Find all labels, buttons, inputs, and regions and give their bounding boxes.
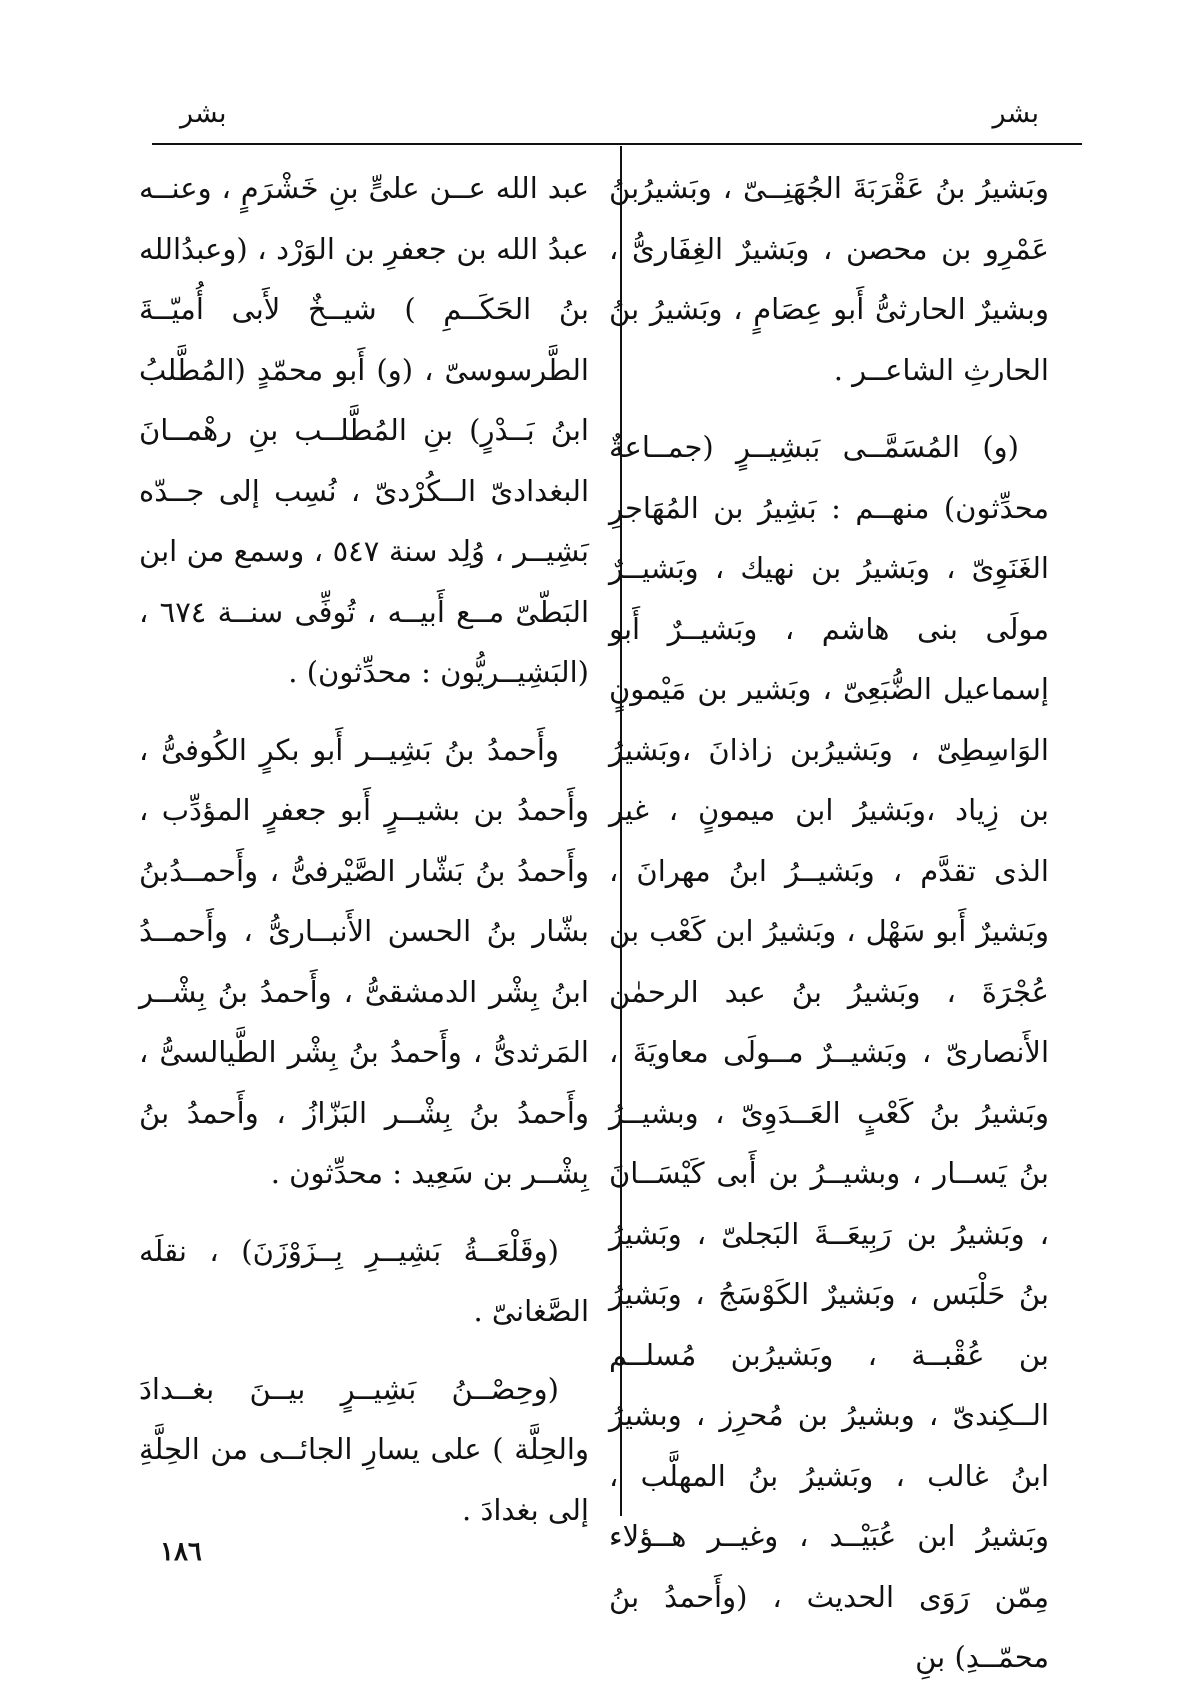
running-head-right: بشر — [992, 98, 1039, 129]
right-column — [609, 158, 1049, 1705]
paragraph: (وقَلْعَــةُ بَشِيــرِ بِــزَوْزَنَ) ، نقلَه الصَّغانىّ . — [139, 1233, 589, 1328]
left-column — [139, 158, 589, 1557]
paragraph: (و) المُسَمَّــى بَبشِيــرٍ (جمــاعةٌ محدِّثون) منهــم : بَشِيرُ بن المُهَاجرِ الغَنَوِىّ ، وبَشيرُ بن نهيك ، وبَشيــرٌ مولَى بنى هاشم ، وبَشيــرٌ أَبو إسماعيل الضُّبَعِىّ ، وبَشير بن مَيْمونٍ الوَاسِطِىّ ، وبَشيرُبن زاذانَ ،وبَشيرُ بن زِياد ،وبَشيرُ ابن ميمونٍ ، غير الذى تقدَّم ، وبَشيــرُ ابنُ مهرانَ ، وبَشيرٌ أَبو سَهْل ، وبَشيرُ ابن كَعْب بن عُجْرَةَ ، وبَشيرُ بنُ عبد الرحمٰن الأَنصارىّ ، وبَشيــرٌ مــولَى معاويَةَ ، وبَشيرُ بنُ كَعْبٍ العَــدَوِىّ ، وبشيــرُ بنُ يَســار ، وبشيــرُ بن أَبى كَيْسَــانَ ، وبَشيرُ بن رَبِيعَــةَ البَجلىّ ، وبَشيرُ بنُ حَلْبَس ، وبَشيرٌ الكَوْسَجُ ، وبَشيرُ بن عُقْبــة ، وبَشيرُبن مُسلــم الــكِندىّ ، وبشيرُ بن مُحرِز ، وبشيرُ ابنُ غالب ، وبَشيرُ بنُ المهلَّب ، وبَشيرُ ابن عُبَيْــد ، وغيــر هــؤلاء مِمّن رَوَى الحديث ، (وأَحمدُ بنُ محمّــدِ) بنِ — [609, 430, 1049, 1674]
page-number: ١٨٦ — [160, 1537, 202, 1567]
paragraph: عبد الله عــن علىٍّ بنِ خَشْرَمٍ ، وعنــه عبدُ الله بن جعفرِ بن الوَرْد ، (وعبدُالله بنُ الحَكَــمِ ) شيــخٌ لأَبى أُميّــةَ الطَّرسوسىّ ، (و) أَبو محمّدٍ (المُطَّلبُ ابنُ بَــدْرٍ) بنِ المُطَّلــب بنِ رهْمــانَ البغدادىّ الــكُرْدىّ ، نُسِب إلى جــدّه بَشِيــر ، وُلِد سنة ٥٤٧ ، وسمع من ابن البَطّىّ مــع أَبيــه ، تُوفِّى سنــة ٦٧٤ ، (البَشِيــريُّون : محدِّثون) . — [139, 171, 590, 689]
running-head-left: بشر — [180, 98, 227, 129]
paragraph: وبَشيرُ بنُ عَقْرَبَةَ الجُهَنِــىّ ، وبَشيرُبنُ عَمْرِو بن محصن ، وبَشيرٌ الغِفَارىُّ ، وبشيرٌ الحارثىُّ أَبو عِصَامٍ ، وبَشيرُ بنُ الحارثِ الشاعــر . — [609, 171, 1049, 387]
header-rule — [152, 143, 1082, 145]
paragraph: وأَحمدُ بنُ بَشِيــر أَبو بكرٍ الكُوفىُّ ، وأَحمدُ بن بشيــرٍ أَبو جعفرٍ المؤدِّب ، وأَحمدُ بنُ بَشّار الصَّيْرفىُّ ، وأَحمــدُبنُ بشّار بنُ الحسن الأَنبــارىُّ ، وأَحمــدُ ابنُ بِشْر الدمشقىُّ ، وأَحمدُ بنُ بِشْــر المَرثدىُّ ، وأَحمدُ بنُ بِشْر الطَّيالسىُّ ، وأَحمدُ بنُ بِشْــر البَزّازُ ، وأَحمدُ بنُ بِشْــر بن سَعِيد : محدِّثون . — [139, 732, 589, 1190]
paragraph: (وحِصْــنُ بَشِيــرٍ بيــنَ بغــدادَ والحِلَّة ) على يسارِ الجائــى من الحِلَّةِ إلى بغدادَ . — [139, 1371, 589, 1527]
